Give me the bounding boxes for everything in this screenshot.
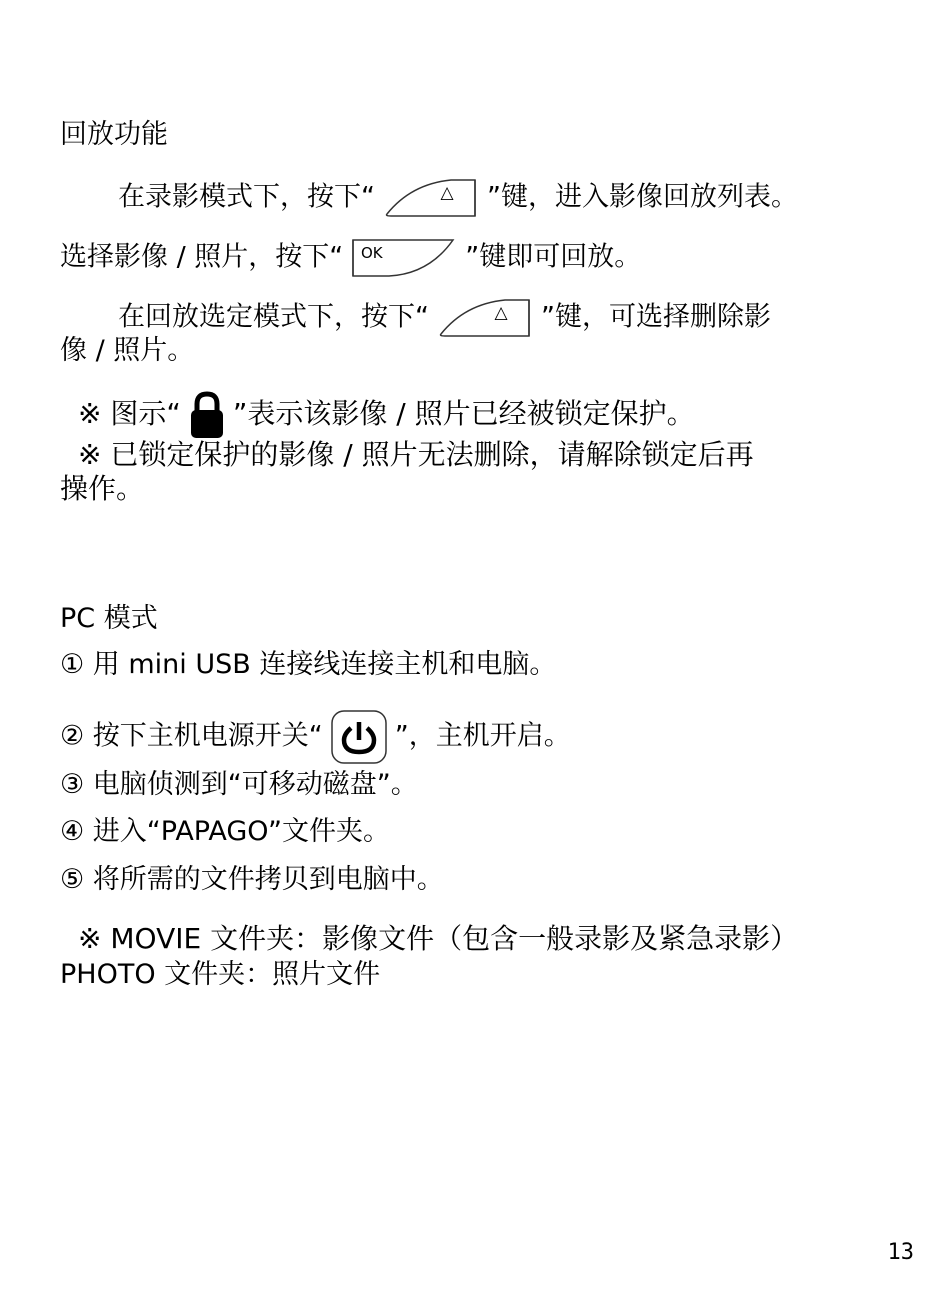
playback-line-1 <box>118 176 798 220</box>
pc-step-1: ① 用 mini USB 连接线连接主机和电脑。 <box>60 649 557 680</box>
up-key-symbol: △ <box>494 303 508 323</box>
ok-key-label: OK <box>361 244 383 262</box>
playback-line-2 <box>60 236 641 280</box>
pc-step-2-suffix: ”，主机开启。 <box>394 720 571 752</box>
pc-note-2: PHOTO 文件夹：照片文件 <box>60 959 381 990</box>
page-number: 13 <box>887 1240 914 1265</box>
playback-line-1-prefix: 在录影模式下，按下“ <box>118 181 375 213</box>
playback-note-3: 操作。 <box>60 472 145 505</box>
power-button-icon <box>329 708 389 766</box>
playback-line-3 <box>118 296 771 340</box>
pc-step-2 <box>60 708 571 766</box>
lock-icon <box>187 390 227 440</box>
pc-step-2-prefix: ② 按下主机电源开关“ <box>60 720 323 752</box>
playback-note-2: ※ 已锁定保护的影像 / 照片无法删除，请解除锁定后再 <box>78 438 754 471</box>
playback-line-3-prefix: 在回放选定模式下，按下“ <box>118 301 429 333</box>
playback-note-1-suffix: ”表示该影像 / 照片已经被锁定保护。 <box>232 397 695 430</box>
pc-step-4: ④ 进入“PAPAGO”文件夹。 <box>60 816 391 847</box>
playback-note-1 <box>78 390 695 440</box>
up-key-icon <box>435 296 535 340</box>
pc-step-5: ⑤ 将所需的文件拷贝到电脑中。 <box>60 864 444 895</box>
pc-note-1: ※ MOVIE 文件夹：影像文件（包含一般录影及紧急录影） <box>78 922 799 955</box>
playback-line-3-suffix: ”键，可选择删除影 <box>541 301 771 333</box>
playback-line-2-suffix: ”键即可回放。 <box>465 241 642 273</box>
playback-line-1-suffix: ”键，进入影像回放列表。 <box>487 181 798 213</box>
ok-key-icon <box>349 236 459 280</box>
pc-step-3: ③ 电脑侦测到“可移动磁盘”。 <box>60 769 418 800</box>
pc-mode-title: PC 模式 <box>60 603 158 634</box>
playback-line-2-prefix: 选择影像 / 照片，按下“ <box>60 241 344 273</box>
playback-note-1-prefix: ※ 图示“ <box>78 397 181 430</box>
up-key-icon <box>381 176 481 220</box>
up-key-symbol: △ <box>440 183 454 203</box>
playback-line-4: 像 / 照片。 <box>60 335 195 366</box>
playback-title: 回放功能 <box>60 119 168 150</box>
